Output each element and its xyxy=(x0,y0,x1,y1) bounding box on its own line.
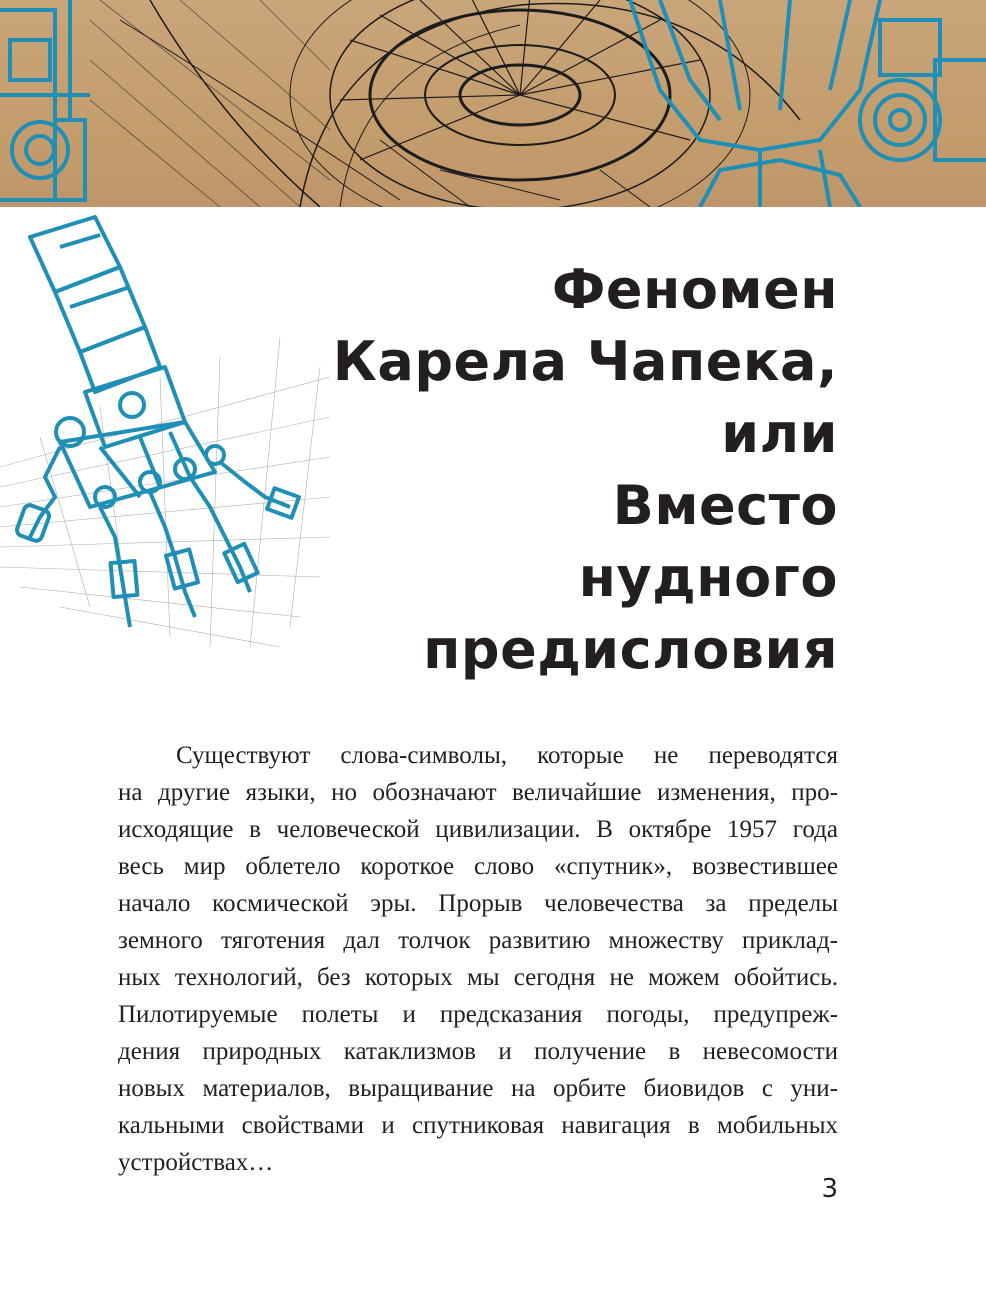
title-line: нудного xyxy=(578,546,838,609)
paragraph-line: ных технологий, без которых мы сегодня не можем обойтись. xyxy=(118,964,838,991)
paragraph-line: кальными свойствами и спутниковая навигация в мобильных xyxy=(118,1112,838,1139)
paragraph-line: весь мир облетело короткое слово «спутник», возвестившее xyxy=(118,853,838,880)
paragraph-line: устройствах… xyxy=(118,1149,274,1176)
body-paragraph xyxy=(118,737,838,1181)
title-line: Феномен xyxy=(551,258,838,321)
paragraph-line: на другие языки, но обозначают величайшие изменения, про- xyxy=(118,779,838,806)
title-line: Карела Чапека, xyxy=(332,330,838,393)
blueprint-banner-art xyxy=(0,0,986,207)
title-line: предисловия xyxy=(423,618,838,681)
paragraph-line: Существуют слова-символы, которые не переводятся xyxy=(176,742,838,769)
paragraph-line: новых материалов, выращивание на орбите биовидов с уни- xyxy=(118,1075,838,1102)
header-illustration xyxy=(0,0,986,207)
chapter-title xyxy=(333,254,838,686)
robot-hand-icon xyxy=(0,207,340,657)
paragraph-line: земного тяготения дал толчок развитию множеству приклад- xyxy=(118,927,838,954)
page-number: 3 xyxy=(821,1174,838,1204)
title-line: или xyxy=(721,402,838,465)
paragraph-line: начало космической эры. Прорыв человечества за пределы xyxy=(118,890,838,917)
title-line: Вместо xyxy=(612,474,838,537)
paragraph-line: Пилотируемые полеты и предсказания погоды, предупреж- xyxy=(118,1001,838,1028)
robot-hand-illustration xyxy=(0,207,340,657)
paragraph-line: дения природных катаклизмов и получение в невесомости xyxy=(118,1038,838,1065)
paragraph-line: исходящие в человеческой цивилизации. В октябре 1957 года xyxy=(118,816,838,843)
